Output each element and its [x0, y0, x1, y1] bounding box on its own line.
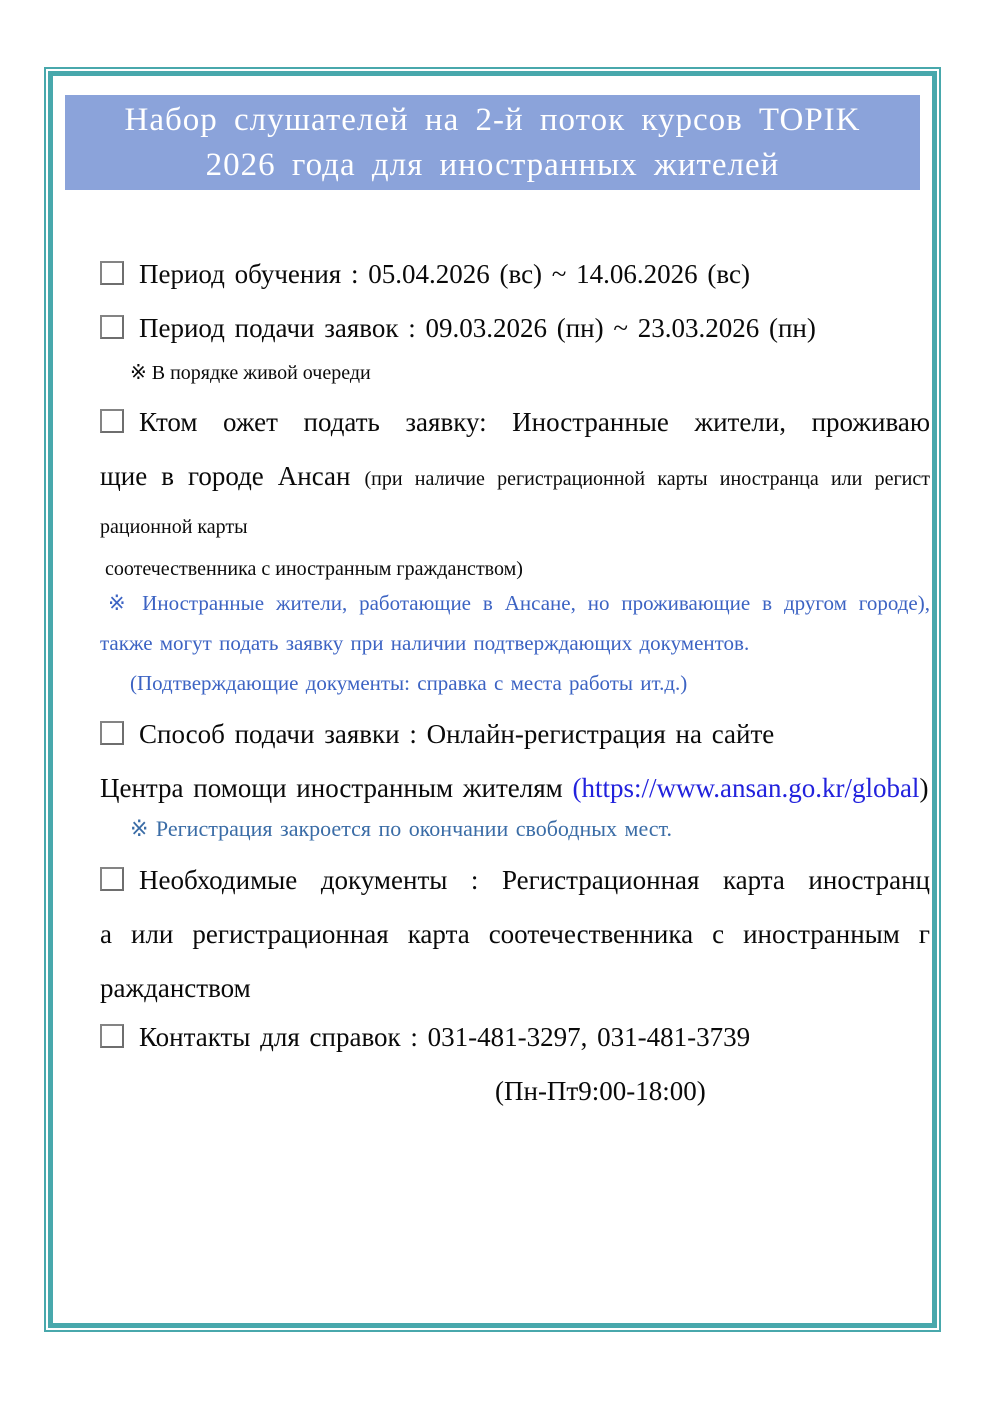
- work-note-line1: ※ Иностранные жители, работающие в Ансане, но проживающие в другом городе),: [108, 591, 930, 615]
- close-paren: ): [919, 773, 929, 803]
- application-method-text: Способ подачи заявки : Онлайн-регистрация на сайте: [139, 719, 775, 749]
- contacts-item: [100, 1010, 930, 1064]
- checkbox-icon: [100, 1024, 124, 1048]
- title-line-2: 2026 года для иностранных жителей: [205, 147, 780, 183]
- eligibility-text-line2-small: (при наличие регистрационной карты иностранца или регист: [364, 468, 930, 490]
- contacts-text: Контакты для справок : 031-481-3297, 031-481-3739: [139, 1022, 751, 1052]
- checkbox-icon: [100, 315, 124, 339]
- required-docs-item-line1: [100, 853, 930, 907]
- required-docs-text-line1: Необходимые документы : Регистрационная карта иностранц: [139, 865, 930, 895]
- checkbox-icon: [100, 721, 124, 745]
- queue-note: ※ В порядке живой очереди: [130, 362, 371, 384]
- page-border-outer: [44, 67, 941, 1332]
- eligibility-item-line2: [100, 449, 930, 506]
- eligibility-text-line2-big: щие в городе Ансан: [100, 461, 365, 491]
- application-method-item: [100, 707, 930, 761]
- eligibility-item-line3: рационной карты: [100, 516, 248, 538]
- work-note-line3: (Подтверждающие документы: справка с места работы ит.д.): [130, 671, 688, 695]
- registration-link[interactable]: https://www.ansan.go.kr/global: [581, 773, 920, 803]
- training-period-text: Период обучения : 05.04.2026 (вс) ~ 14.06.2026 (вс): [139, 259, 750, 289]
- eligibility-text-line1: Ктом ожет подать заявку: Иностранные жители, проживаю: [139, 407, 930, 437]
- application-period-item: [100, 301, 930, 355]
- checkbox-icon: [100, 261, 124, 285]
- document-body: [53, 247, 930, 1118]
- application-period-text: Период подачи заявок : 09.03.2026 (пн) ~ 23.03.2026 (пн): [139, 313, 816, 343]
- required-docs-line2: а или регистрационная карта соотечественника с иностранным г: [100, 919, 930, 949]
- training-period-item: [100, 247, 930, 301]
- required-docs-line3: ражданством: [100, 973, 251, 1003]
- eligibility-item-line1: [100, 395, 930, 449]
- page-border-inner: [48, 71, 937, 1328]
- checkbox-icon: [100, 409, 124, 433]
- open-paren: (: [572, 773, 582, 803]
- eligibility-item-line4: соотечественника с иностранным гражданством): [100, 558, 523, 580]
- closing-note: ※ Регистрация закроется по окончании свободных мест.: [130, 816, 672, 841]
- checkbox-icon: [100, 867, 124, 891]
- method-site-text: Центра помощи иностранным жителям: [100, 773, 573, 803]
- work-note-line2: также могут подать заявку при наличии подтверждающих документов.: [100, 631, 750, 655]
- title-line-1: Набор слушателей на 2-й поток курсов TOPIK: [124, 102, 861, 138]
- contacts-hours: (Пн-Пт9:00-18:00): [495, 1076, 706, 1106]
- title-banner: [65, 95, 920, 190]
